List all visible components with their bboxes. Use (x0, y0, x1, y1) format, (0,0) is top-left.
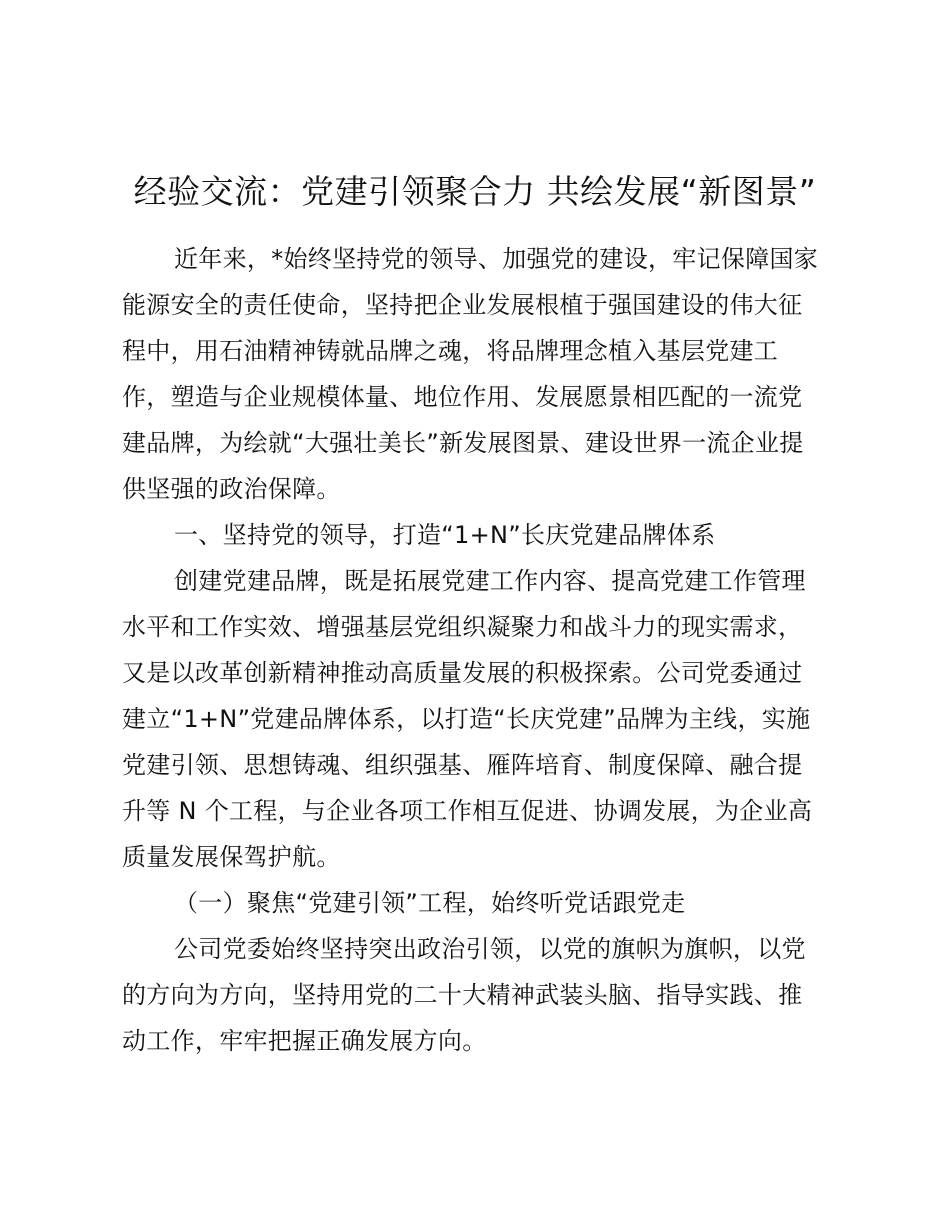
paragraph-2-line-6: 升等 N 个工程，与企业各项工作相互促进、协调发展，为企业高 (122, 797, 813, 825)
subsection-heading-1: （一）聚焦“党建引领”工程，始终听党话跟党走 (174, 889, 686, 917)
paragraph-2-line-3: 又是以改革创新精神推动高质量发展的积极探索。公司党委通过 (122, 659, 803, 687)
paragraph-3-line-3: 动工作，牢牢把握正确发展方向。 (122, 1027, 487, 1055)
paragraph-1-line-3: 程中，用石油精神铸就品牌之魂，将品牌理念植入基层党建工 (122, 337, 779, 365)
paragraph-2-line-7: 质量发展保驾护航。 (122, 843, 341, 871)
paragraph-2-line-4: 建立“1+N”党建品牌体系，以打造“长庆党建”品牌为主线，实施 (122, 705, 811, 733)
document-title: 经验交流：党建引领聚合力 共绘发展“新图景” (133, 172, 817, 211)
document-body (122, 236, 832, 1064)
paragraph-2-line-1: 创建党建品牌，既是拓展党建工作内容、提高党建工作管理 (174, 567, 806, 595)
paragraph-1-line-2: 能源安全的责任使命，坚持把企业发展根植于强国建设的伟大征 (122, 291, 803, 319)
paragraph-1-line-1: 近年来，*始终坚持党的领导、加强党的建设，牢记保障国家 (174, 245, 819, 273)
paragraph-3-line-2: 的方向为方向，坚持用党的二十大精神武装头脑、指导实践、推 (122, 981, 803, 1009)
paragraph-2-line-2: 水平和工作实效、增强基层党组织凝聚力和战斗力的现实需求， (122, 613, 803, 641)
paragraph-3-line-1: 公司党委始终坚持突出政治引领，以党的旗帜为旗帜，以党 (174, 935, 806, 963)
paragraph-1-line-4: 作，塑造与企业规模体量、地位作用、发展愿景相匹配的一流党 (122, 383, 803, 411)
section-heading-1: 一、坚持党的领导，打造“1+N”长庆党建品牌体系 (174, 521, 716, 549)
paragraph-1-line-6: 供坚强的政治保障。 (122, 475, 341, 503)
paragraph-2-line-5: 党建引领、思想铸魂、组织强基、雁阵培育、制度保障、融合提 (122, 751, 803, 779)
paragraph-1-line-5: 建品牌，为绘就“大强壮美长”新发展图景、建设世界一流企业提 (122, 429, 804, 457)
